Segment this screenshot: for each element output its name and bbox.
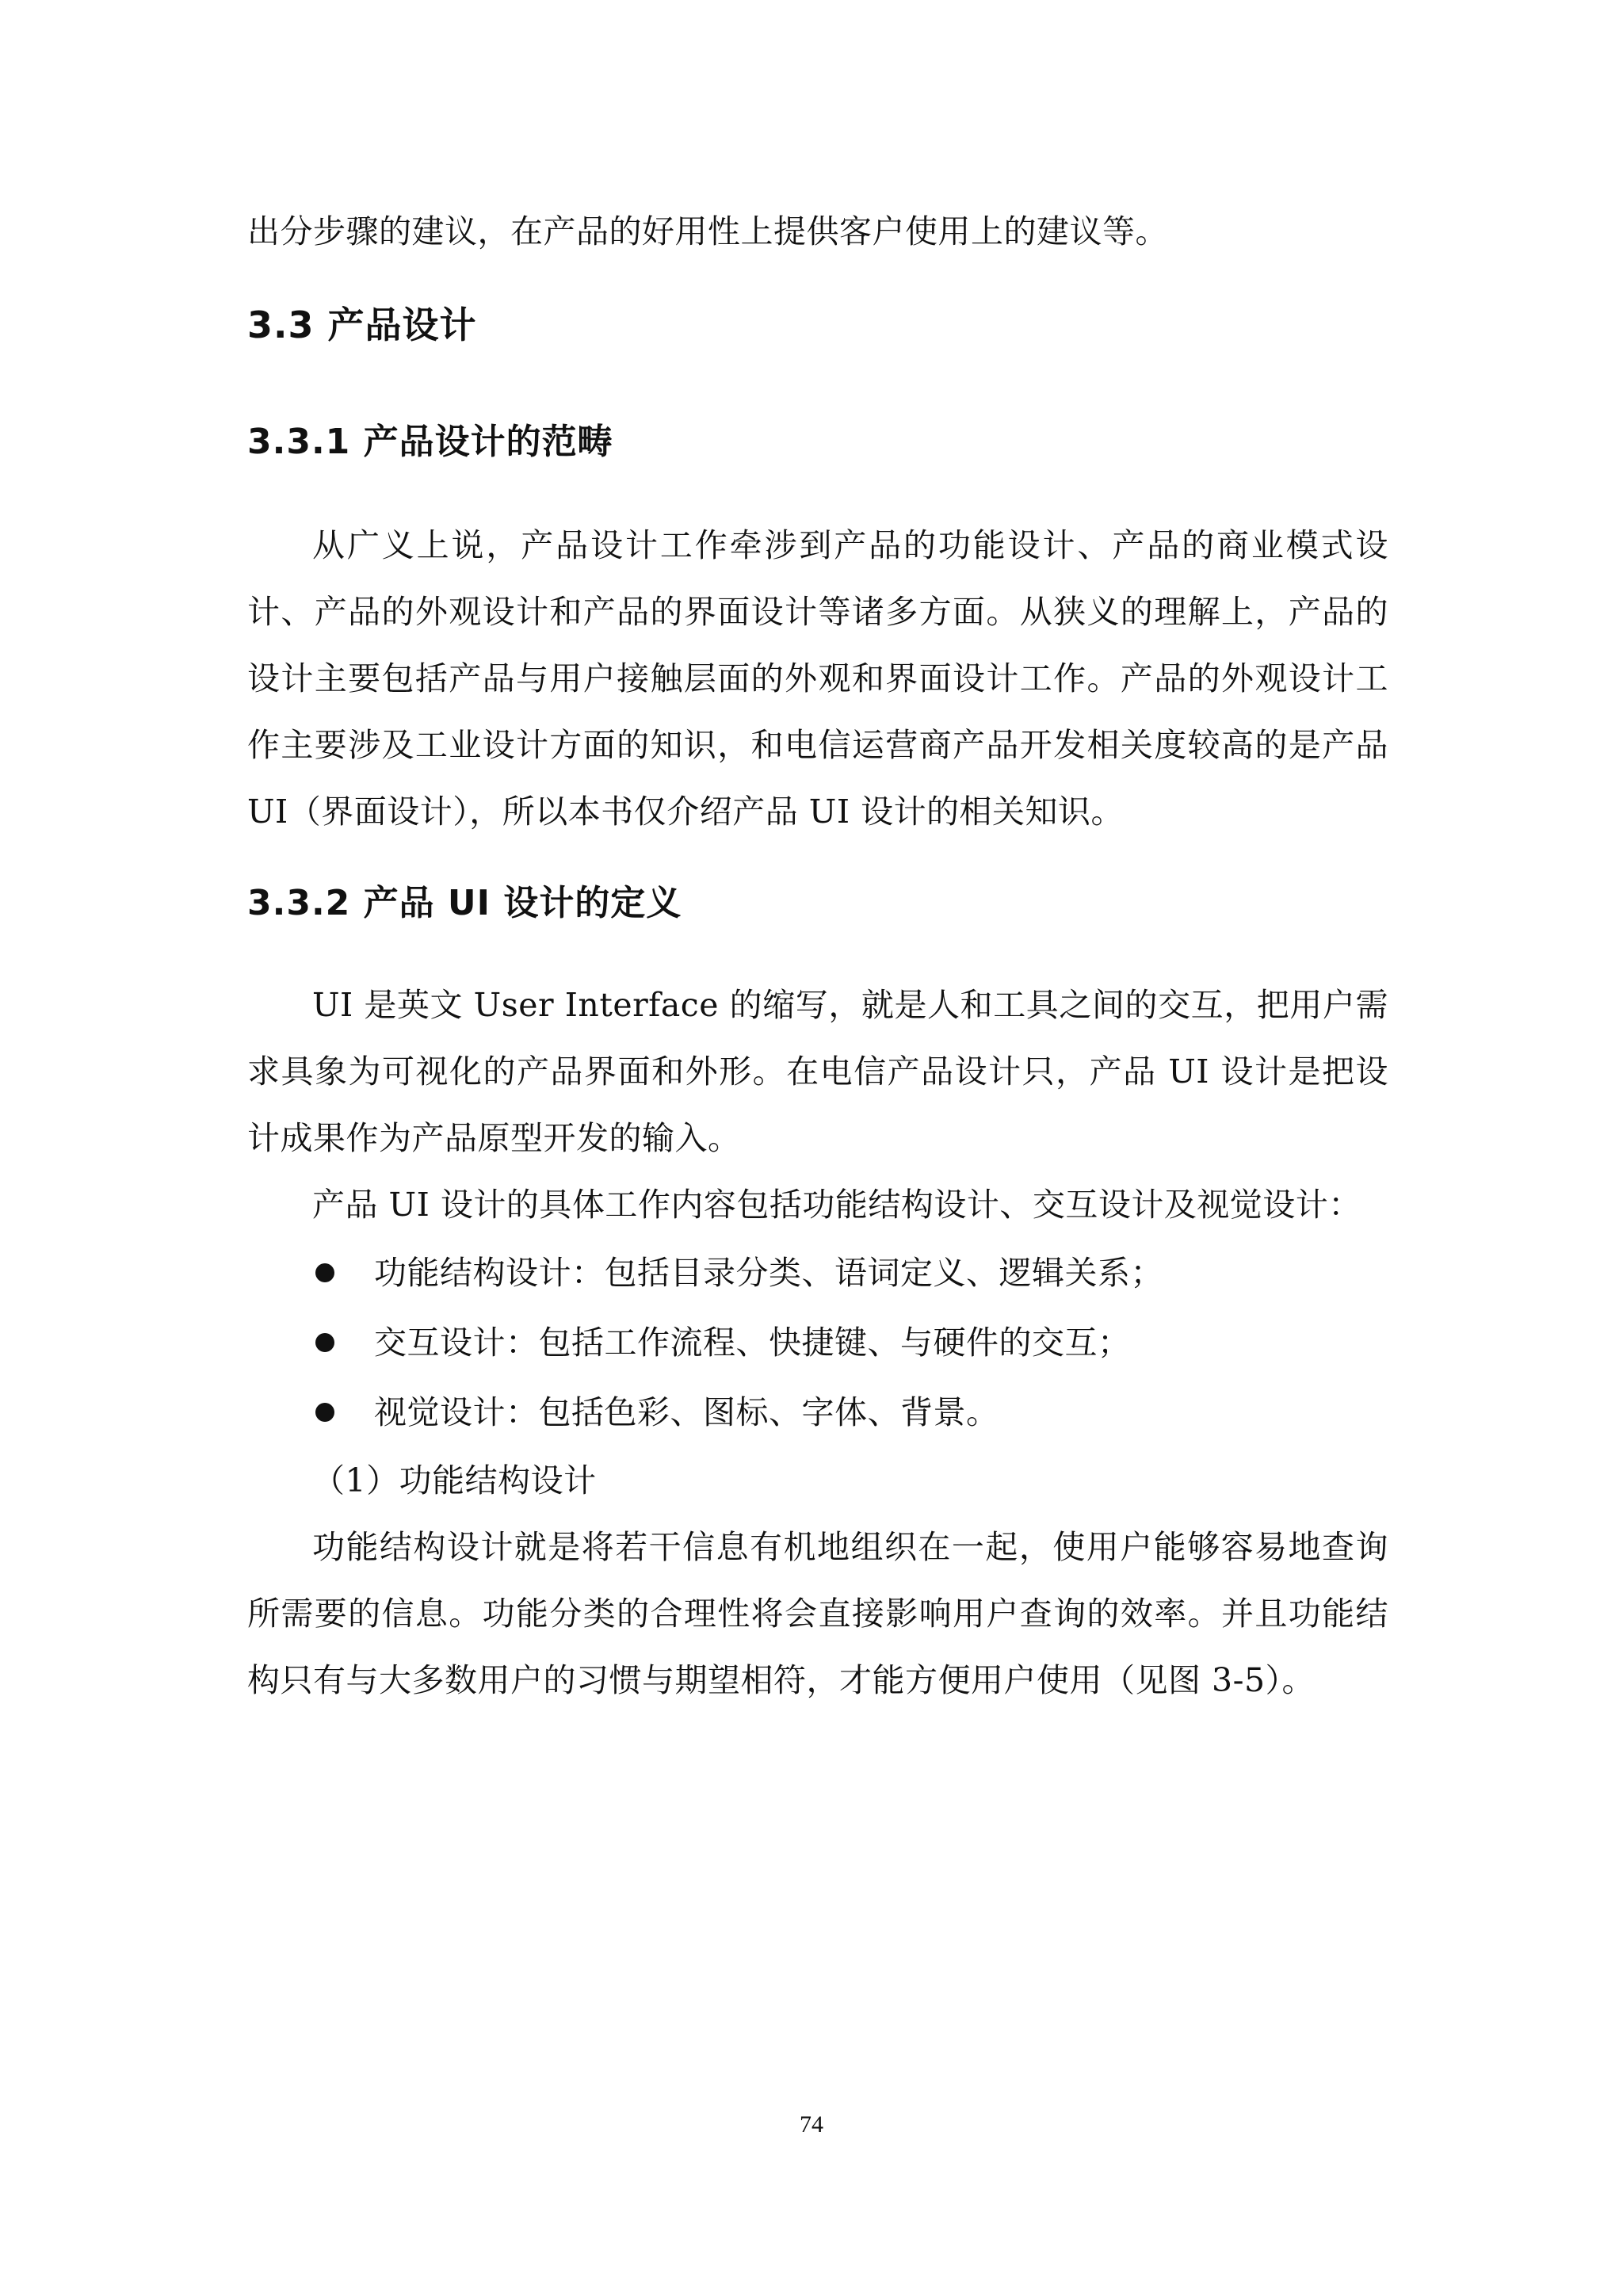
bullet-icon [315,1333,334,1352]
list-item-text: 功能结构设计：包括目录分类、语词定义、逻辑关系； [374,1254,1163,1292]
list-item-text: 交互设计：包括工作流程、快捷键、与硬件的交互； [374,1324,1131,1362]
paragraph-functional-structure: 功能结构设计就是将若干信息有机地组织在一起，使用户能够容易地查询所需要的信息。功能分类的合理性将会直接影响用户查询的效率。并且功能结构只有与大多数用户的习惯与期望相符，才能方便用户使用（见图 3-5）。 [247,1528,1388,1699]
page-number: 74 [800,2111,823,2137]
bullet-icon [315,1263,334,1282]
bullet-list [247,1238,1388,1447]
bullet-icon [315,1403,334,1422]
section-heading-3-3-1: 3.3.1 产品设计的范畴 [247,422,613,462]
document-page [247,198,1388,1713]
list-item [247,1238,1388,1308]
list-item-text: 视觉设计：包括色彩、图标、字体、背景。 [374,1393,999,1431]
paragraph-ui-work-content: 产品 UI 设计的具体工作内容包括功能结构设计、交互设计及视觉设计： [312,1186,1361,1224]
list-item [247,1377,1388,1447]
sub-heading-functional-structure: （1）功能结构设计 [312,1461,597,1499]
section-heading-3-3-2: 3.3.2 产品 UI 设计的定义 [247,883,682,923]
list-item [247,1308,1388,1377]
section-heading-3-3: 3.3 产品设计 [247,304,477,346]
paragraph-scope: 从广义上说，产品设计工作牵涉到产品的功能设计、产品的商业模式设计、产品的外观设计和产品的界面设计等诸多方面。从狭义的理解上，产品的设计主要包括产品与用户接触层面的外观和界面设计工作。产品的外观设计工作主要涉及工业设计方面的知识，和电信运营商产品开发相关度较高的是产品 UI（界面设计），所以本书仅介绍产品 UI 设计的相关知识。 [247,526,1388,831]
paragraph-ui-definition: UI 是英文 User Interface 的缩写，就是人和工具之间的交互，把用户需求具象为可视化的产品界面和外形。在电信产品设计只，产品 UI 设计是把设计成果作为产品原型开发的输入。 [247,986,1388,1157]
continuation-line: 出分步骤的建议，在产品的好用性上提供客户使用上的建议等。 [247,212,1168,250]
